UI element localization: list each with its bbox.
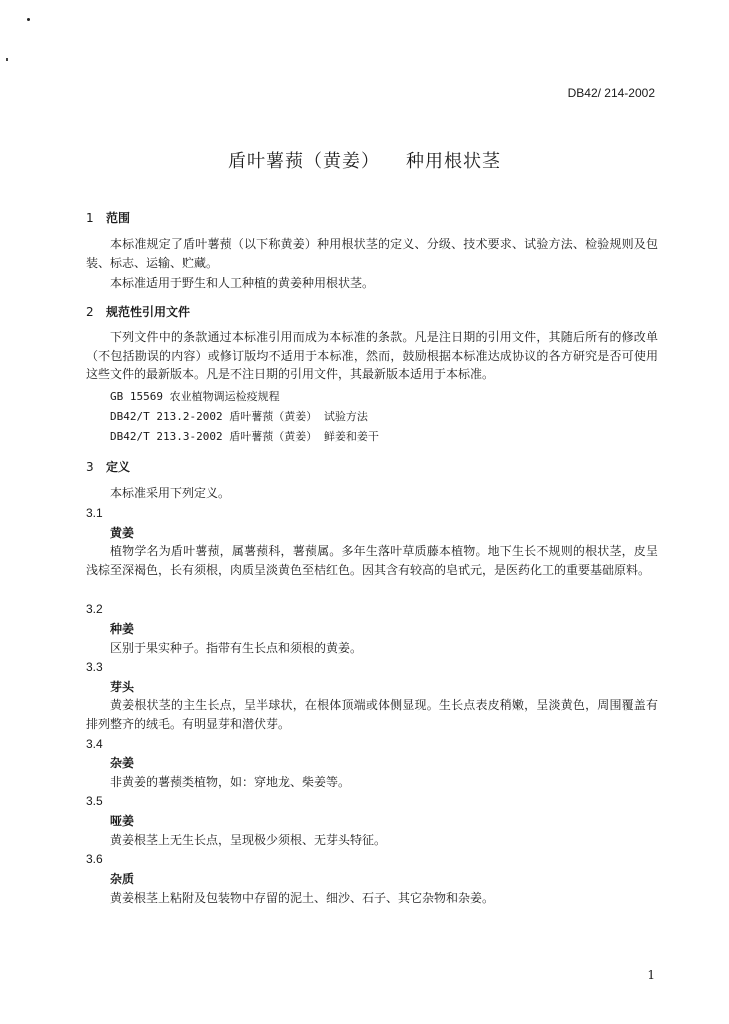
term-title: 杂质	[110, 872, 135, 886]
document-number: DB42/ 214-2002	[567, 86, 655, 100]
term-number: 3.6	[86, 852, 103, 866]
term-title: 黄姜	[110, 526, 135, 540]
reference-item: DB42/T 213.3-2002 盾叶薯蓣（黄姜） 鲜姜和姜干	[110, 430, 379, 443]
section-1-para-2: 本标准适用于野生和人工种植的黄姜种用根状茎。	[110, 276, 375, 290]
section-1-heading: 1 范围	[86, 211, 131, 225]
document-title	[0, 148, 729, 176]
term-definition: 区别于果实种子。指带有生长点和须根的黄姜。	[110, 641, 363, 655]
term-number: 3.2	[86, 602, 103, 616]
section-3-heading: 3 定义	[86, 460, 131, 474]
title-part-1: 盾叶薯蓣（黄姜）	[228, 151, 380, 172]
term-title: 种姜	[110, 622, 135, 636]
term-definition: 黄姜根茎上无生长点，呈现极少须根、无芽头特征。	[110, 833, 387, 847]
term-number: 3.3	[86, 660, 103, 674]
section-2-heading: 2 规范性引用文件	[86, 305, 191, 319]
term-title: 芽头	[110, 680, 135, 694]
title-part-2: 种用根状茎	[406, 151, 501, 172]
section-2-para-1: 下列文件中的条款通过本标准引用而成为本标准的条款。凡是注日期的引用文件，其随后所有的修改单（不包括勘误的内容）或修订版均不适用于本标准，然而，鼓励根据本标准达成协议的各方研究是否可使用这些文件的最新版本。凡是不注日期的引用文件，其最新版本适用于本标准。	[86, 330, 658, 382]
term-title: 杂姜	[110, 756, 135, 770]
term-definition: 黄姜根状茎的主生长点，呈半球状，在根体顶端或体侧显现。生长点表皮稍嫩，呈淡黄色，周围覆盖有排列整齐的绒毛。有明显芽和潜伏芽。	[86, 698, 658, 731]
term-definition: 非黄姜的薯蓣类植物，如：穿地龙、柴姜等。	[110, 775, 351, 789]
section-1-para-1: 本标准规定了盾叶薯蓣（以下称黄姜）种用根状茎的定义、分级、技术要求、试验方法、检验规则及包装、标志、运输、贮藏。	[86, 237, 658, 270]
term-number: 3.1	[86, 506, 103, 520]
term-definition: 黄姜根茎上粘附及包装物中存留的泥土、细沙、石子、其它杂物和杂姜。	[110, 891, 495, 905]
term-title: 哑姜	[110, 814, 135, 828]
term-definition: 植物学名为盾叶薯蓣，属薯蓣科，薯蓣属。多年生落叶草质藤本植物。地下生长不规则的根状茎，皮呈浅棕至深褐色，长有须根，肉质呈淡黄色至桔红色。因其含有较高的皂甙元，是医药化工的重要基础原料。	[86, 544, 658, 577]
reference-item: DB42/T 213.2-2002 盾叶薯蓣（黄姜） 试验方法	[110, 410, 368, 423]
reference-item: GB 15569 农业植物调运检疫规程	[110, 390, 280, 403]
term-number: 3.5	[86, 794, 103, 808]
scan-speck	[27, 18, 30, 21]
page-number: 1	[647, 968, 655, 982]
section-3-intro: 本标准采用下列定义。	[110, 486, 231, 500]
scan-speck	[6, 58, 8, 61]
term-number: 3.4	[86, 737, 103, 751]
